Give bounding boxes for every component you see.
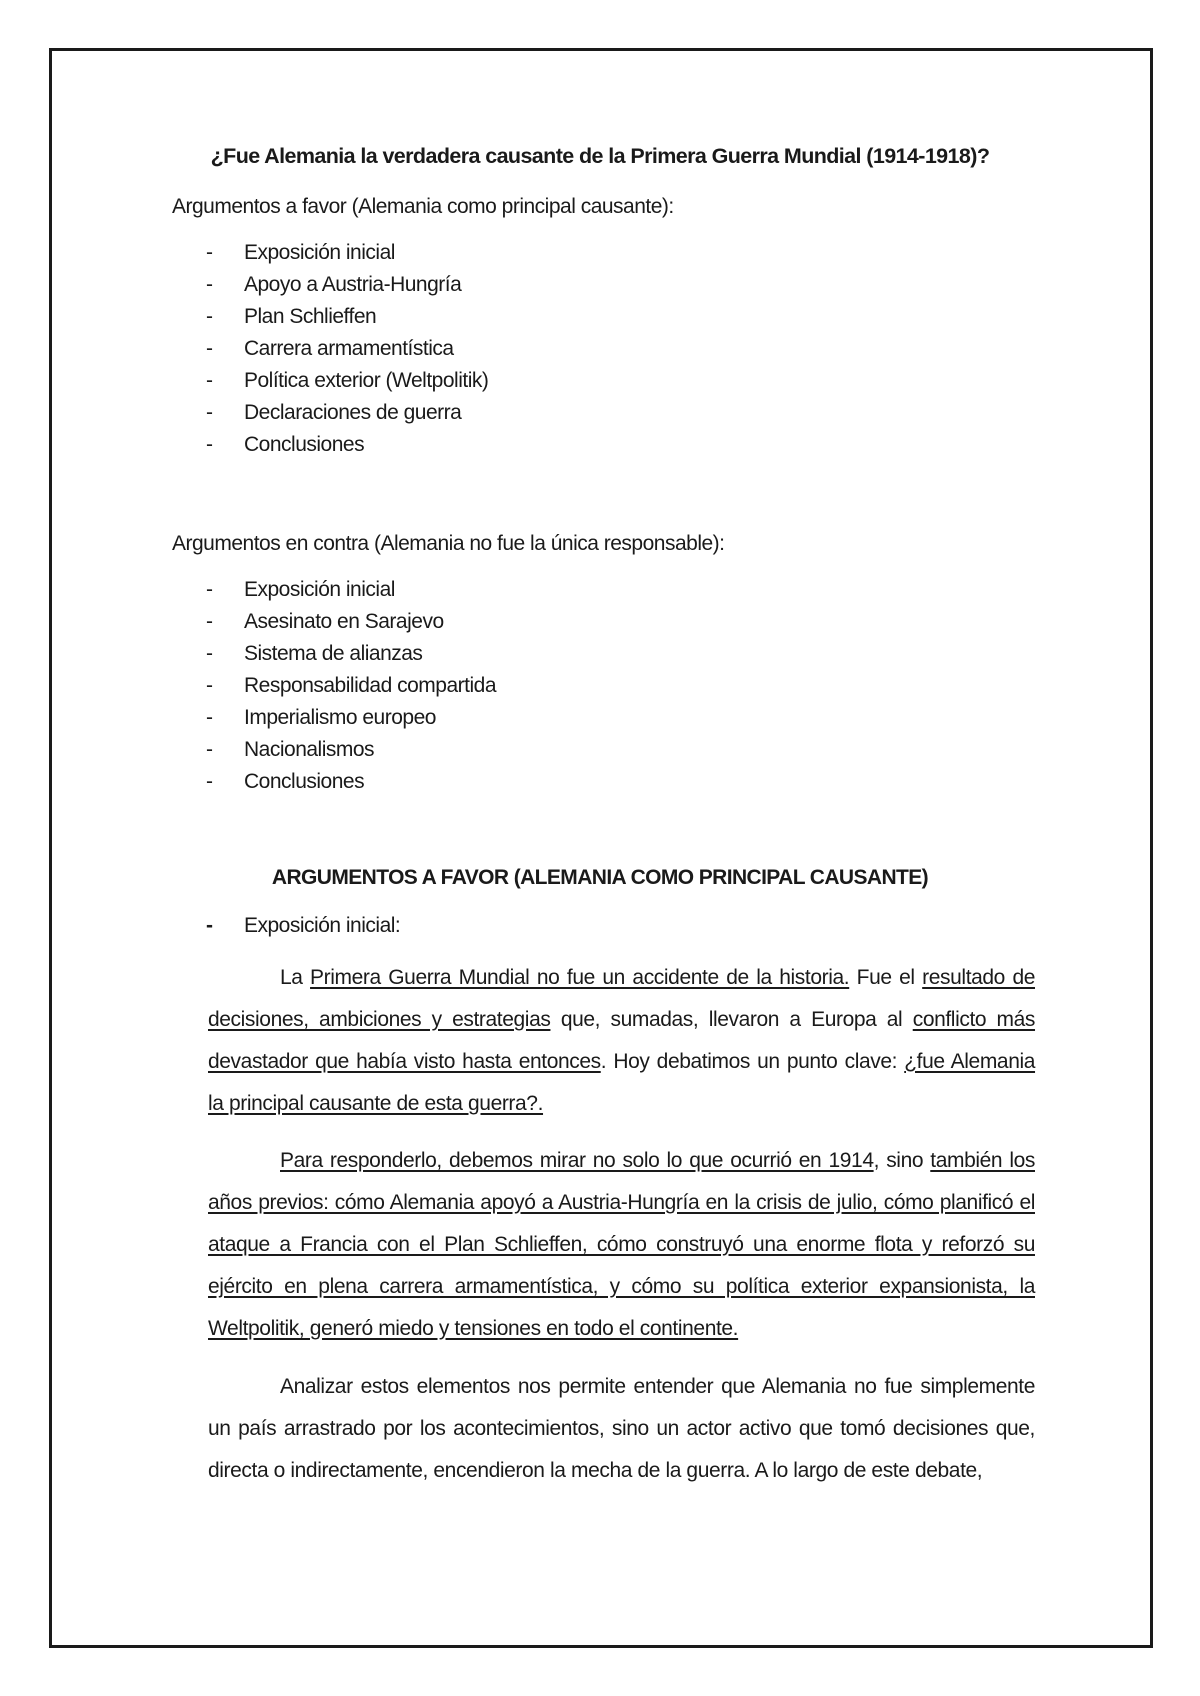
list-item: - Conclusiones (206, 433, 365, 456)
list-item: - Carrera armamentística (206, 337, 454, 360)
paragraph-1: La Primera Guerra Mundial no fue un accidente de la historia. Fue el resultado de decisiones, ambiciones y estrategias que, sumadas, llevaron a Europa al conflicto más devastador que había visto hasta entonces. Hoy debatimos un punto clave: ¿fue Alemania la principal causante de esta guerra?. (208, 966, 1036, 1115)
contra-heading: Argumentos en contra (Alemania no fue la única responsable): (172, 532, 725, 555)
list-item: - Política exterior (Weltpolitik) (206, 369, 489, 392)
list-item: - Exposición inicial (206, 578, 395, 601)
list-item: - Apoyo a Austria-Hungría (206, 273, 462, 296)
document-title: ¿Fue Alemania la verdadera causante de la Primera Guerra Mundial (1914-1918)? (210, 144, 990, 168)
list-item: - Responsabilidad compartida (206, 674, 496, 697)
list-item: - Exposición inicial (206, 241, 395, 264)
section-subheading: - Exposición inicial: (206, 914, 401, 937)
list-item: - Plan Schlieffen (206, 305, 377, 328)
favor-list (206, 237, 488, 461)
favor-heading: Argumentos a favor (Alemania como principal causante): (172, 195, 674, 218)
section-title: ARGUMENTOS A FAVOR (ALEMANIA COMO PRINCIPAL CAUSANTE) (271, 866, 929, 889)
list-item: - Declaraciones de guerra (206, 401, 462, 424)
contra-list (206, 574, 496, 798)
paragraph-2: Para responderlo, debemos mirar no solo lo que ocurrió en 1914, sino también los años previos: cómo Alemania apoyó a Austria-Hungría en la crisis de julio, cómo planificó el ataque a Francia con el Plan Schlieffen, cómo construyó una enorme flota y reforzó su ejército en plena carrera armamentística, y cómo su política exterior expansionista, la Weltpolitik, generó miedo y tensiones en todo el continente. (208, 1149, 1035, 1340)
list-item: - Asesinato en Sarajevo (206, 610, 444, 633)
list-item: - Imperialismo europeo (206, 706, 436, 729)
paragraph-3: Analizar estos elementos nos permite entender que Alemania no fue simplemente un país arrastrado por los acontecimientos, sino un actor activo que tomó decisiones que, directa o indirectamente, encendieron la mecha de la guerra. A lo largo de este debate, (208, 1375, 1035, 1482)
list-item: - Conclusiones (206, 770, 365, 793)
list-item: - Nacionalismos (206, 738, 375, 761)
list-item: - Sistema de alianzas (206, 642, 423, 665)
